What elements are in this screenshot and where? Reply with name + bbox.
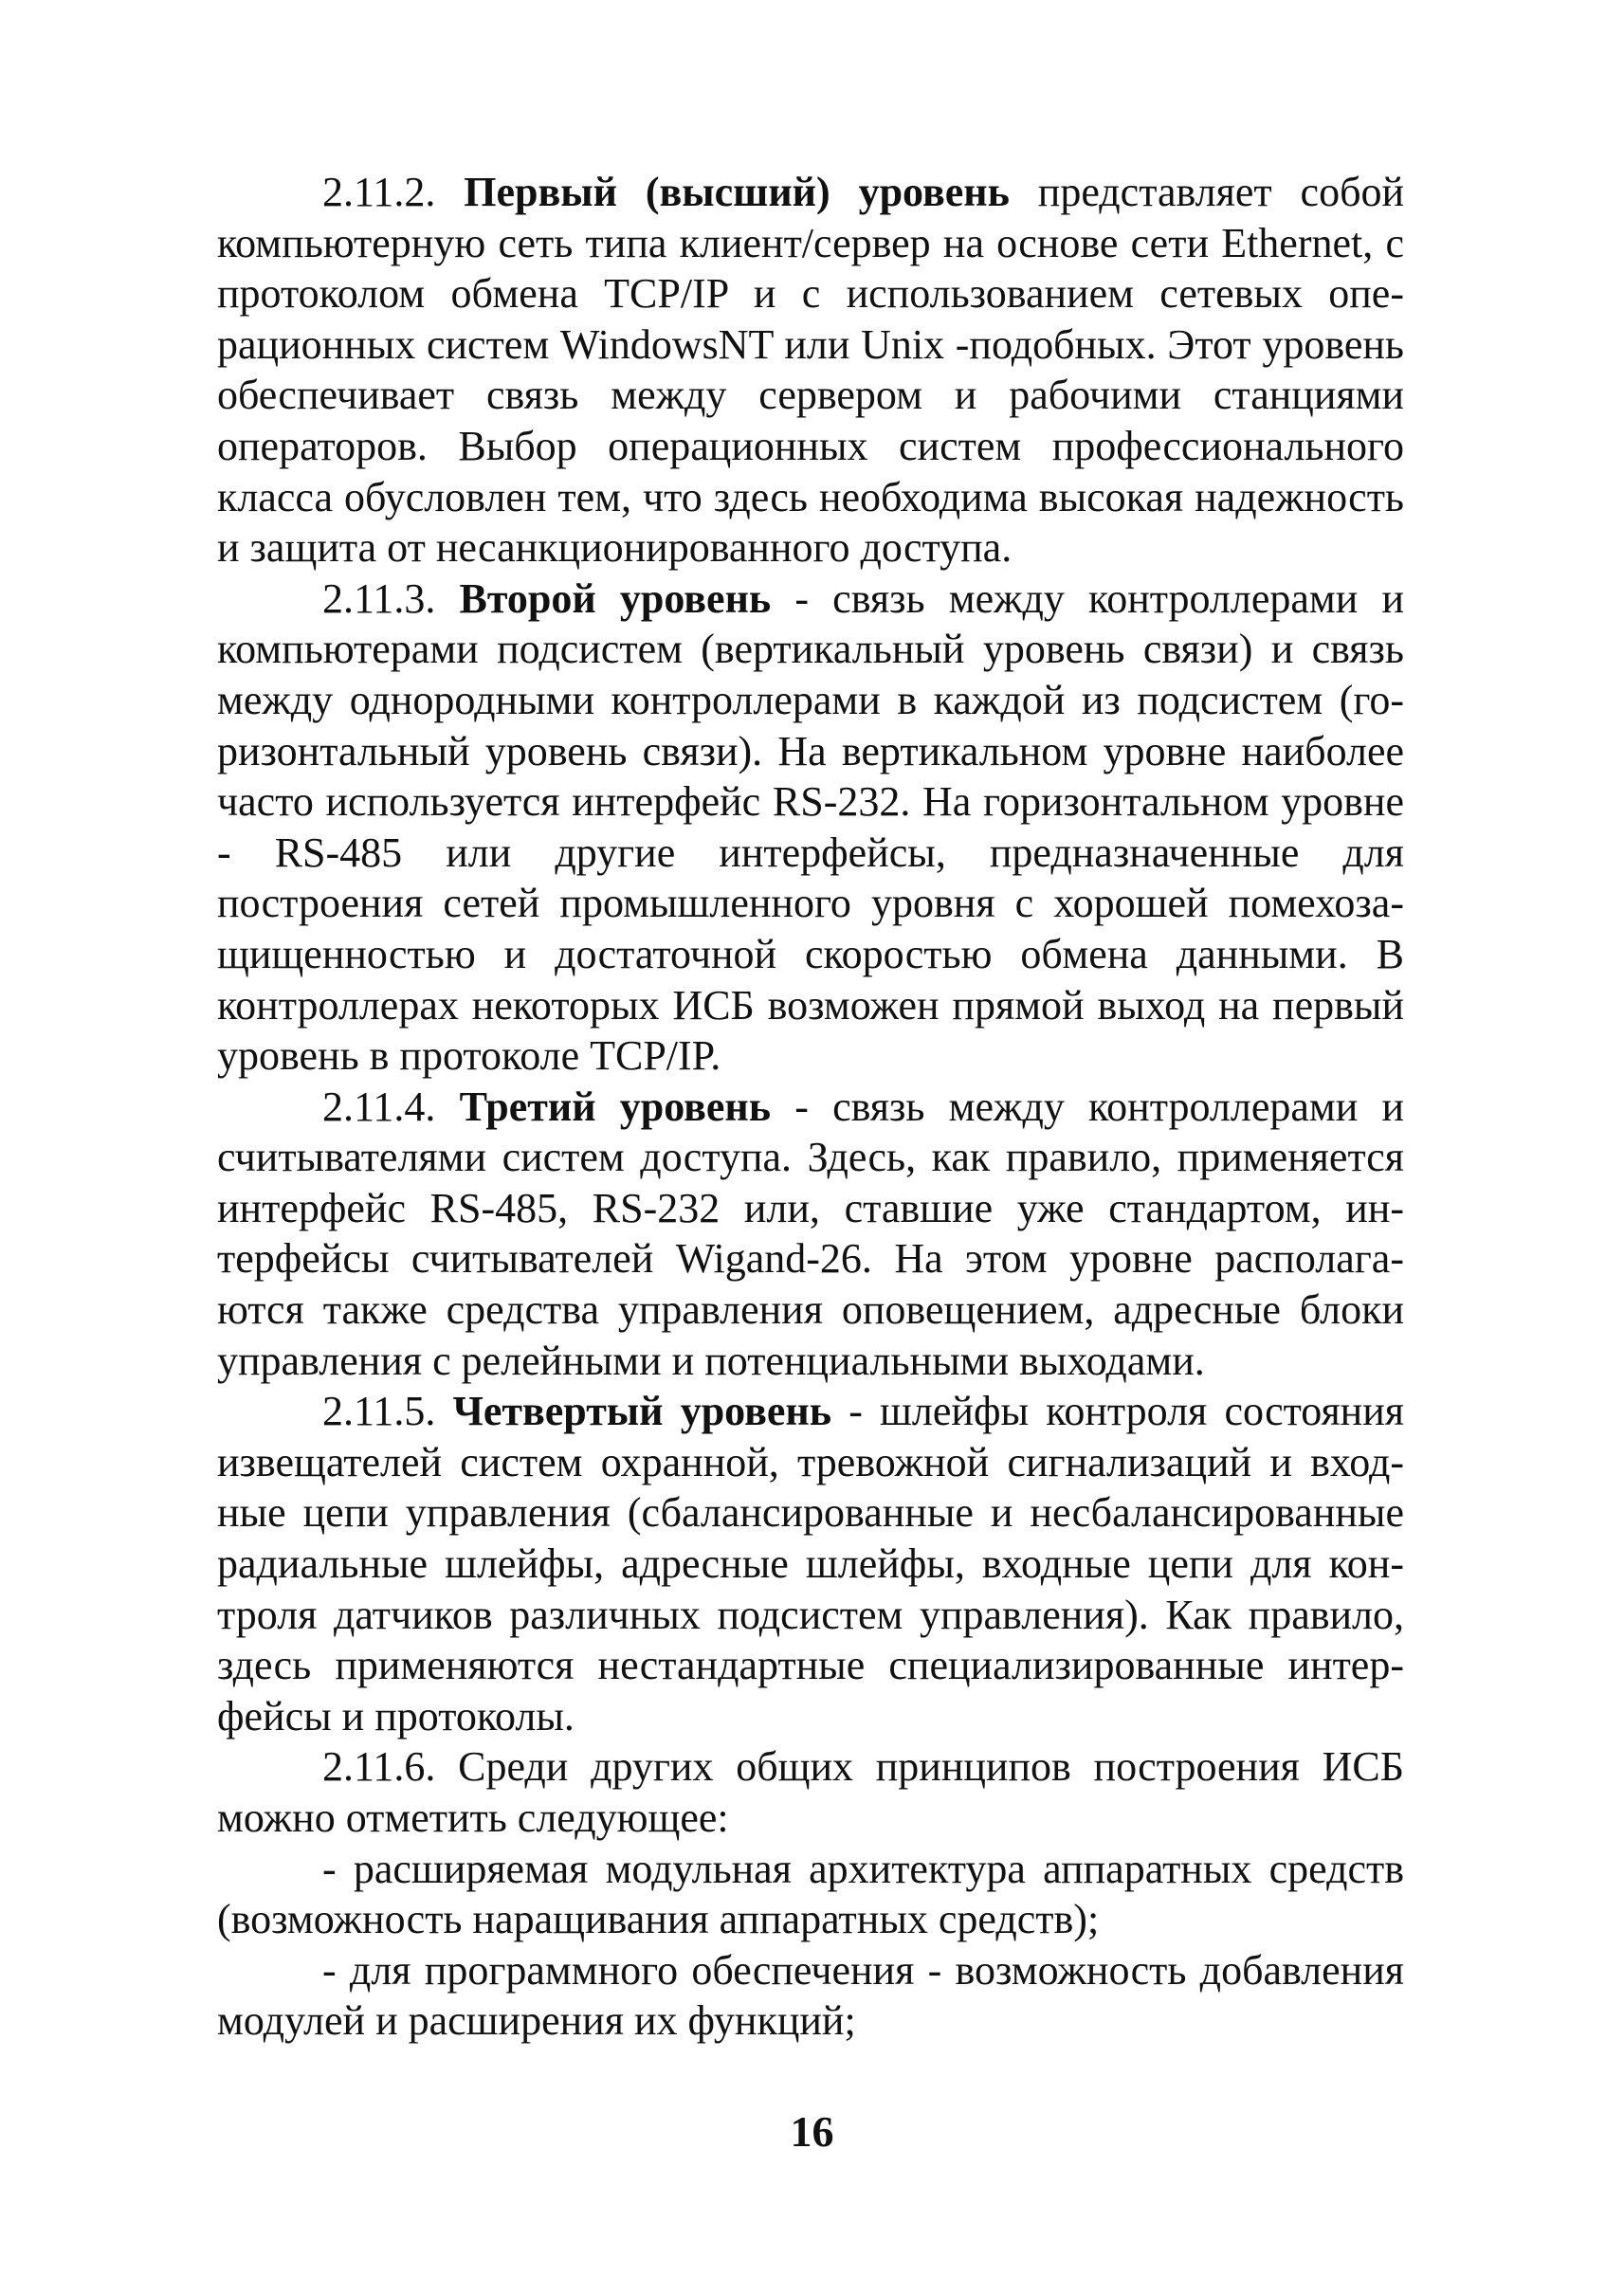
paragraph-2-11-3 bbox=[217, 574, 1404, 1082]
section-heading: Четвертый уровень bbox=[452, 1388, 831, 1435]
section-heading: Второй уровень bbox=[459, 574, 772, 622]
body-text bbox=[217, 167, 1404, 2047]
section-number: 2.11.3. bbox=[322, 574, 436, 622]
section-number: 2.11.5. bbox=[322, 1388, 436, 1435]
paragraph-2-11-6 bbox=[217, 1741, 1404, 1843]
section-number: 2.11.4. bbox=[322, 1083, 436, 1130]
page-number: 16 bbox=[790, 2107, 834, 2156]
section-number: 2.11.2. bbox=[322, 169, 436, 215]
section-heading: Первый (высший) уровень bbox=[464, 169, 1010, 215]
list-item: - для программного обеспечения - возможность добавления модулей и расширения их функций; bbox=[217, 1946, 1404, 2045]
list-item: - расширяемая модульная архитектура аппаратных средств (возможность наращивания аппаратных средств); bbox=[217, 1845, 1404, 1943]
paragraph-text: - связь между контроллерами и компьютерами подсистем (вертикальный уровень связи) и связь между однородными контроллерами в каждой из подсистем (горизонтальный уровень связи). На вертикальном уровне наиболее часто используется интерфейс RS-232. На горизонтальном уровне - RS-485 или другие интерфейсы, предназначенные для построения сетей промышленного уровня с хорошей помехозащищенностью и достаточной скоростью обмена данными. В контроллерах некоторых ИСБ возможен прямой выход на первый уровень в протоколе TCP/IP. bbox=[217, 574, 1405, 1080]
section-heading: Третий уровень bbox=[459, 1083, 772, 1130]
paragraph-2-11-5 bbox=[217, 1386, 1404, 1741]
paragraph-2-11-4 bbox=[217, 1082, 1404, 1387]
paragraph-2-11-2 bbox=[217, 167, 1404, 574]
paragraph-text: представляет собой компьютерную сеть типа клиент/сервер на основе сети Ethernet, с протоколом обмена TCP/IP и с использованием сетевых операционных систем WindowsNT или Unix -подобных. Этот уровень обеспечивает связь между сервером и рабочими станциями операторов. Выбор операционных систем профессионального класса обусловлен тем, что здесь необходима высокая надежность и защита от несанкционированного доступа. bbox=[217, 169, 1404, 572]
paragraph-text: - связь между контроллерами и считывателями систем доступа. Здесь, как правило, применяется интерфейс RS-485, RS-232 или, ставшие уже стандартом, интерфейсы считывателей Wigand-26. На этом уровне располагаются также средства управления оповещением, адресные блоки управления с релейными и потенциальными выходами. bbox=[217, 1083, 1405, 1384]
section-number: 2.11.6. bbox=[322, 1743, 436, 1791]
paragraph-text: - шлейфы контроля состояния извещателей систем охранной, тревожной сигнализаций и входные цепи управления (сбалансированные и несбалансированные радиальные шлейфы, адресные шлейфы, входные цепи для контроля датчиков различных подсистем управления). Как правило, здесь применяются нестандартные специализированные интерфейсы и протоколы. bbox=[217, 1388, 1405, 1739]
paragraph-text: Среди других общих принципов построения ИСБ можно отметить следующее: bbox=[217, 1743, 1404, 1841]
